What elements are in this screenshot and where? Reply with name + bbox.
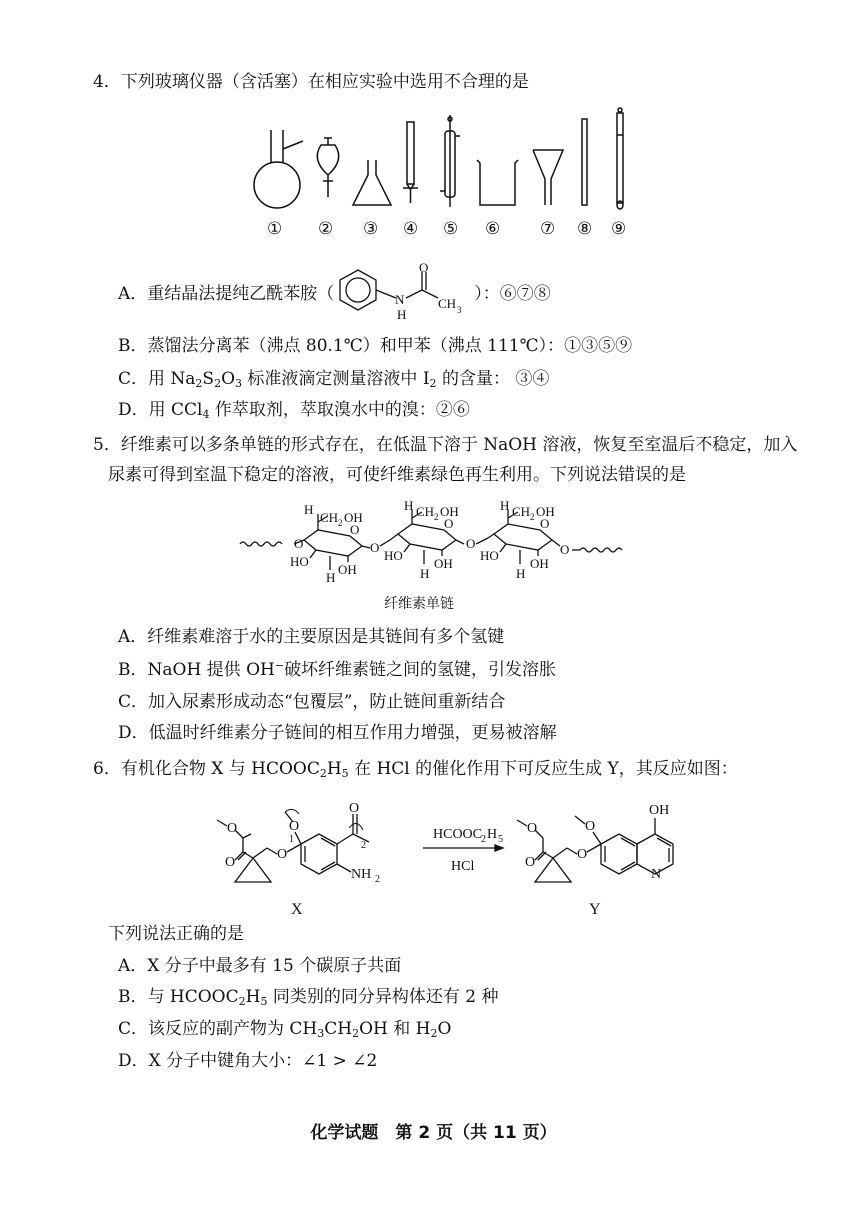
thermometer-icon bbox=[617, 108, 623, 209]
svg-text:O: O bbox=[585, 819, 596, 834]
svg-text:H: H bbox=[420, 566, 430, 581]
svg-text:HCOOC: HCOOC bbox=[433, 827, 483, 842]
label-7: ⑦ bbox=[540, 219, 556, 238]
svg-text:HO: HO bbox=[384, 548, 403, 563]
svg-text:X: X bbox=[291, 901, 303, 918]
label-3: ③ bbox=[363, 219, 379, 238]
q5-option-b: B．NaOH 提供 OH−破坏纤维素链之间的氢键，引发溶胀 bbox=[118, 659, 557, 680]
q6-option-b: B．与 $HCOOC_2H_5$ 同类别的同分异构体还有 2 种 bbox=[118, 987, 499, 1008]
svg-text:O: O bbox=[527, 821, 538, 836]
separatory-funnel-icon bbox=[317, 138, 338, 197]
svg-text:2: 2 bbox=[530, 512, 535, 522]
svg-text:H: H bbox=[326, 570, 336, 585]
svg-text:O: O bbox=[277, 847, 288, 862]
page-footer: 化学试题 第 2 页（共 11 页） bbox=[310, 1123, 557, 1143]
q6-stem: 6．有机化合物 X 与 $HCOOC_2H_5$ 在 HCl 的催化作用下可反应生成 Y，其反应如图： bbox=[93, 759, 738, 780]
q4-option-a: A．重结晶法提纯乙酰苯胺（ ）：⑥⑦⑧ bbox=[118, 284, 551, 304]
svg-text:HCl: HCl bbox=[451, 859, 475, 874]
svg-text:CH: CH bbox=[320, 510, 339, 525]
q5-option-c: C．加入尿素形成动态“包覆层”，防止链间重新结合 bbox=[118, 692, 506, 712]
conical-flask-icon bbox=[353, 160, 391, 205]
condenser-icon bbox=[440, 115, 460, 207]
q6-option-a: A．X 分子中最多有 15 个碳原子共面 bbox=[118, 956, 402, 976]
svg-text:OH: OH bbox=[649, 803, 670, 818]
q4-stem: 4．下列玻璃仪器（含活塞）在相应实验中选用不合理的是 bbox=[93, 72, 529, 92]
svg-text:1: 1 bbox=[289, 834, 294, 845]
svg-text:5: 5 bbox=[498, 834, 503, 845]
svg-text:O: O bbox=[466, 536, 476, 551]
svg-text:O: O bbox=[577, 847, 588, 862]
svg-text:O: O bbox=[540, 516, 550, 531]
svg-text:OH: OH bbox=[434, 556, 453, 571]
svg-text:H: H bbox=[500, 500, 510, 513]
svg-text:H: H bbox=[304, 502, 314, 517]
svg-text:H: H bbox=[487, 827, 498, 842]
label-9: ⑨ bbox=[611, 219, 627, 238]
acetanilide-structure bbox=[330, 262, 465, 322]
cellulose-chain-structure bbox=[238, 500, 658, 590]
svg-text:CH: CH bbox=[438, 296, 457, 311]
q6-option-c: C．该反应的副产物为 $CH_3CH_2OH$ 和 $H_2O$ bbox=[118, 1019, 452, 1040]
svg-text:CH: CH bbox=[512, 504, 531, 519]
reaction-scheme bbox=[205, 790, 705, 920]
svg-text:OH: OH bbox=[536, 504, 555, 519]
svg-text:NH: NH bbox=[351, 867, 372, 882]
cellulose-caption: 纤维素单链 bbox=[384, 596, 454, 612]
svg-text:H: H bbox=[404, 500, 414, 513]
q6-option-d: D．X 分子中键角大小：∠1 > ∠2 bbox=[118, 1051, 378, 1071]
svg-text:OH: OH bbox=[344, 510, 363, 525]
q5-option-d: D．低温时纤维素分子链间的相互作用力增强，更易被溶解 bbox=[118, 723, 557, 743]
label-2: ② bbox=[318, 219, 334, 238]
svg-text:H: H bbox=[397, 307, 407, 322]
q4-option-c: C．用 $Na_2S_2O_3$ 标准液滴定测量溶液中 $I_2$ 的含量： ③④ bbox=[118, 369, 550, 390]
svg-text:O: O bbox=[289, 819, 300, 834]
svg-text:HO: HO bbox=[480, 548, 499, 563]
svg-text:O: O bbox=[294, 536, 304, 551]
q4-option-d: D．用 CCl$_4$ 作萃取剂，萃取溴水中的溴：②⑥ bbox=[118, 400, 470, 421]
glassware-figure bbox=[245, 105, 645, 240]
svg-text:Y: Y bbox=[589, 901, 601, 918]
svg-text:3: 3 bbox=[457, 305, 462, 315]
q5-stem-line2: 尿素可得到室温下稳定的溶液，可使纤维素绿色再生利用。下列说法错误的是 bbox=[108, 465, 686, 485]
svg-text:N: N bbox=[651, 867, 662, 882]
q6-prompt: 下列说法正确的是 bbox=[108, 924, 244, 944]
svg-text:2: 2 bbox=[361, 840, 366, 851]
svg-text:2: 2 bbox=[434, 512, 439, 522]
svg-text:O: O bbox=[225, 855, 236, 870]
q5-option-a: A．纤维素难溶于水的主要原因是其链间有多个氢键 bbox=[118, 627, 505, 647]
svg-text:OH: OH bbox=[338, 562, 357, 577]
svg-text:H: H bbox=[516, 566, 526, 581]
svg-text:CH: CH bbox=[416, 504, 435, 519]
svg-text:O: O bbox=[444, 516, 454, 531]
label-4: ④ bbox=[403, 219, 419, 238]
svg-text:2: 2 bbox=[481, 834, 486, 845]
label-1: ① bbox=[267, 219, 283, 238]
svg-text:O: O bbox=[560, 542, 570, 557]
svg-text:O: O bbox=[349, 801, 360, 816]
svg-text:OH: OH bbox=[530, 556, 549, 571]
svg-text:O: O bbox=[525, 855, 536, 870]
beaker-icon bbox=[477, 160, 518, 205]
q4-option-b: B．蒸馏法分离苯（沸点 80.1℃）和甲苯（沸点 111℃）：①③⑤⑨ bbox=[118, 336, 633, 356]
burette-icon bbox=[403, 122, 418, 203]
svg-text:HO: HO bbox=[290, 554, 309, 569]
svg-text:O: O bbox=[370, 540, 380, 555]
svg-text:N: N bbox=[395, 292, 405, 307]
svg-text:O: O bbox=[350, 522, 360, 537]
funnel-icon bbox=[533, 150, 563, 205]
svg-text:2: 2 bbox=[375, 874, 380, 885]
svg-text:OH: OH bbox=[440, 504, 459, 519]
pipette-icon bbox=[582, 119, 587, 205]
svg-text:O: O bbox=[419, 262, 429, 275]
label-5: ⑤ bbox=[443, 219, 459, 238]
label-8: ⑧ bbox=[577, 219, 593, 238]
q5-stem-line1: 5．纤维素可以多条单链的形式存在，在低温下溶于 NaOH 溶液，恢复至室温后不稳定，加入 bbox=[93, 435, 798, 455]
svg-text:O: O bbox=[227, 821, 238, 836]
distillation-flask-icon bbox=[254, 130, 303, 208]
label-6: ⑥ bbox=[485, 219, 501, 238]
svg-text:2: 2 bbox=[338, 518, 343, 528]
